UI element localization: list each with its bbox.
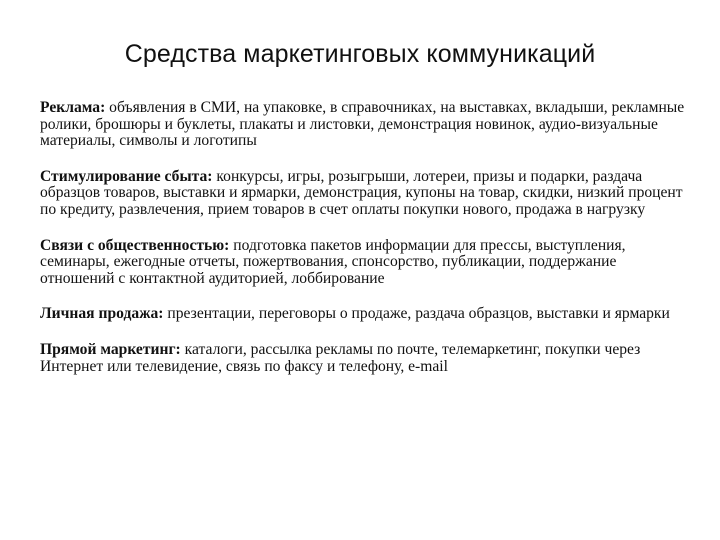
- item-description: подготовка пакетов информации для прессы, выступления, семинары, ежегодные отчеты, пожертвования, спонсорство, публикации, поддержание отношений с контактной аудиторией, лоббирование: [40, 236, 626, 287]
- item-description: объявления в СМИ, на упаковке, в справочниках, на выставках, вкладыши, рекламные ролики, брошюры и буклеты, плакаты и листовки, демонстрация новинок, аудио-визуальные материалы, символы и логотипы: [40, 99, 685, 150]
- list-item-direct-marketing: [40, 342, 685, 375]
- slide-title: Средства маркетинговых коммуникаций: [124, 40, 596, 68]
- item-description: каталоги, рассылка рекламы по почте, телемаркетинг, покупки через Интернет или телевидение, связь по факсу и телефону, e-mail: [40, 340, 641, 375]
- list-item-public-relations: [40, 238, 685, 288]
- item-term: Прямой маркетинг:: [40, 340, 181, 358]
- list-item-sales-promotion: [40, 169, 685, 219]
- item-term: Стимулирование сбыта:: [40, 167, 213, 185]
- item-term: Связи с общественностью:: [40, 236, 230, 254]
- list-item-personal-selling: [40, 306, 685, 323]
- communications-list: [40, 100, 685, 375]
- list-item-advertising: [40, 100, 685, 150]
- item-term: Реклама:: [40, 99, 106, 116]
- item-description: презентации, переговоры о продаже, раздача образцов, выставки и ярмарки: [163, 305, 670, 323]
- item-description: конкурсы, игры, розыгрыши, лотереи, призы и подарки, раздача образцов товаров, выставки и ярмарки, демонстрация, купоны на товар, скидки, низкий процент по кредиту, развлечения, прием товаров в счет оплаты покупки нового, продажа в нагрузку: [40, 167, 683, 218]
- item-term: Личная продажа:: [40, 305, 164, 323]
